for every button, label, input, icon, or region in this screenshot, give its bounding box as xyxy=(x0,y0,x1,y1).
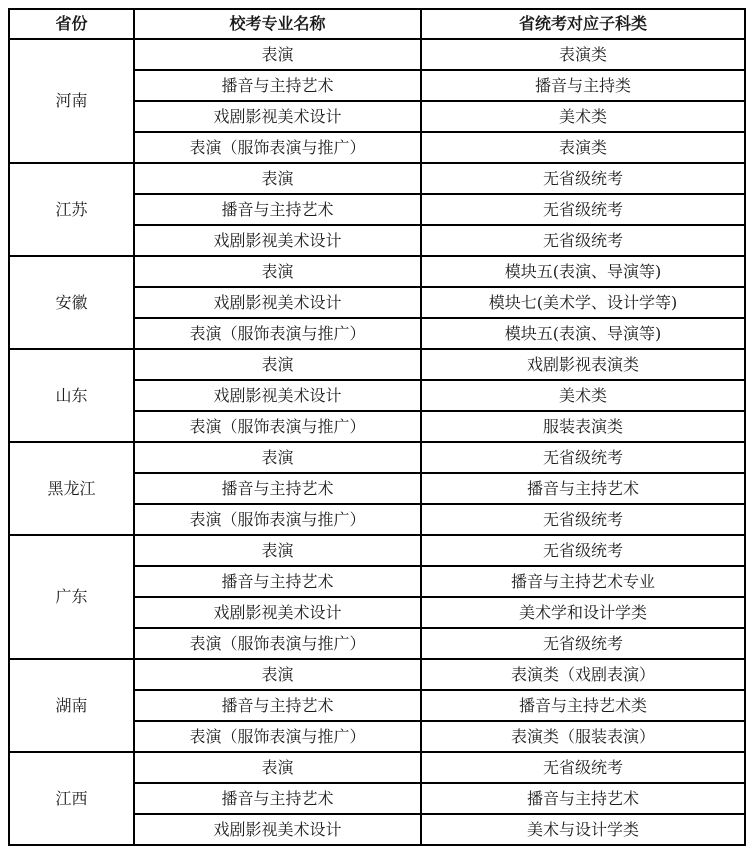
major-cell: 表演（服饰表演与推广） xyxy=(134,721,421,752)
major-cell: 戏剧影视美术设计 xyxy=(134,101,421,132)
header-major: 校考专业名称 xyxy=(134,9,421,39)
major-cell: 戏剧影视美术设计 xyxy=(134,225,421,256)
major-cell: 表演（服饰表演与推广） xyxy=(134,411,421,442)
category-cell: 播音与主持艺术 xyxy=(421,473,745,504)
category-cell: 模块五(表演、导演等) xyxy=(421,318,745,349)
category-cell: 模块五(表演、导演等) xyxy=(421,256,745,287)
category-cell: 无省级统考 xyxy=(421,504,745,535)
table-row xyxy=(9,442,745,473)
category-cell: 无省级统考 xyxy=(421,442,745,473)
category-cell: 无省级统考 xyxy=(421,225,745,256)
major-cell: 戏剧影视美术设计 xyxy=(134,287,421,318)
table-row xyxy=(9,349,745,380)
province-cell: 黑龙江 xyxy=(9,442,134,535)
category-cell: 美术与设计学类 xyxy=(421,814,745,845)
category-cell: 美术类 xyxy=(421,101,745,132)
major-cell: 表演 xyxy=(134,39,421,70)
province-cell: 江苏 xyxy=(9,163,134,256)
header-category: 省统考对应子科类 xyxy=(421,9,745,39)
category-cell: 无省级统考 xyxy=(421,628,745,659)
category-cell: 服装表演类 xyxy=(421,411,745,442)
category-cell: 模块七(美术学、设计学等) xyxy=(421,287,745,318)
major-cell: 播音与主持艺术 xyxy=(134,566,421,597)
major-cell: 戏剧影视美术设计 xyxy=(134,380,421,411)
major-cell: 戏剧影视美术设计 xyxy=(134,814,421,845)
category-cell: 戏剧影视表演类 xyxy=(421,349,745,380)
major-cell: 表演（服饰表演与推广） xyxy=(134,504,421,535)
province-cell: 湖南 xyxy=(9,659,134,752)
major-cell: 表演（服饰表演与推广） xyxy=(134,628,421,659)
major-cell: 表演 xyxy=(134,535,421,566)
category-cell: 播音与主持类 xyxy=(421,70,745,101)
category-cell: 表演类 xyxy=(421,132,745,163)
province-cell: 江西 xyxy=(9,752,134,845)
major-cell: 表演 xyxy=(134,163,421,194)
province-cell: 广东 xyxy=(9,535,134,659)
category-cell: 无省级统考 xyxy=(421,163,745,194)
major-cell: 表演（服饰表演与推广） xyxy=(134,318,421,349)
header-province: 省份 xyxy=(9,9,134,39)
category-cell: 播音与主持艺术 xyxy=(421,783,745,814)
table-row xyxy=(9,535,745,566)
category-cell: 表演类（戏剧表演） xyxy=(421,659,745,690)
major-cell: 表演 xyxy=(134,442,421,473)
major-cell: 表演 xyxy=(134,349,421,380)
category-cell: 无省级统考 xyxy=(421,194,745,225)
province-cell: 河南 xyxy=(9,39,134,163)
table-row xyxy=(9,256,745,287)
major-cell: 播音与主持艺术 xyxy=(134,194,421,225)
exam-category-mapping-table xyxy=(8,8,746,846)
table-header xyxy=(9,9,745,39)
category-cell: 播音与主持艺术类 xyxy=(421,690,745,721)
category-cell: 表演类 xyxy=(421,39,745,70)
major-cell: 戏剧影视美术设计 xyxy=(134,597,421,628)
category-cell: 美术类 xyxy=(421,380,745,411)
category-cell: 无省级统考 xyxy=(421,752,745,783)
major-cell: 表演 xyxy=(134,659,421,690)
major-cell: 播音与主持艺术 xyxy=(134,70,421,101)
province-cell: 山东 xyxy=(9,349,134,442)
table-row xyxy=(9,163,745,194)
major-cell: 播音与主持艺术 xyxy=(134,783,421,814)
category-cell: 无省级统考 xyxy=(421,535,745,566)
major-cell: 表演 xyxy=(134,256,421,287)
category-cell: 美术学和设计学类 xyxy=(421,597,745,628)
table-body xyxy=(9,39,745,845)
major-cell: 表演（服饰表演与推广） xyxy=(134,132,421,163)
category-cell: 表演类（服装表演） xyxy=(421,721,745,752)
major-cell: 播音与主持艺术 xyxy=(134,690,421,721)
table-row xyxy=(9,752,745,783)
major-cell: 表演 xyxy=(134,752,421,783)
table-row xyxy=(9,659,745,690)
province-cell: 安徽 xyxy=(9,256,134,349)
header-row xyxy=(9,9,745,39)
table-row xyxy=(9,39,745,70)
category-cell: 播音与主持艺术专业 xyxy=(421,566,745,597)
major-cell: 播音与主持艺术 xyxy=(134,473,421,504)
